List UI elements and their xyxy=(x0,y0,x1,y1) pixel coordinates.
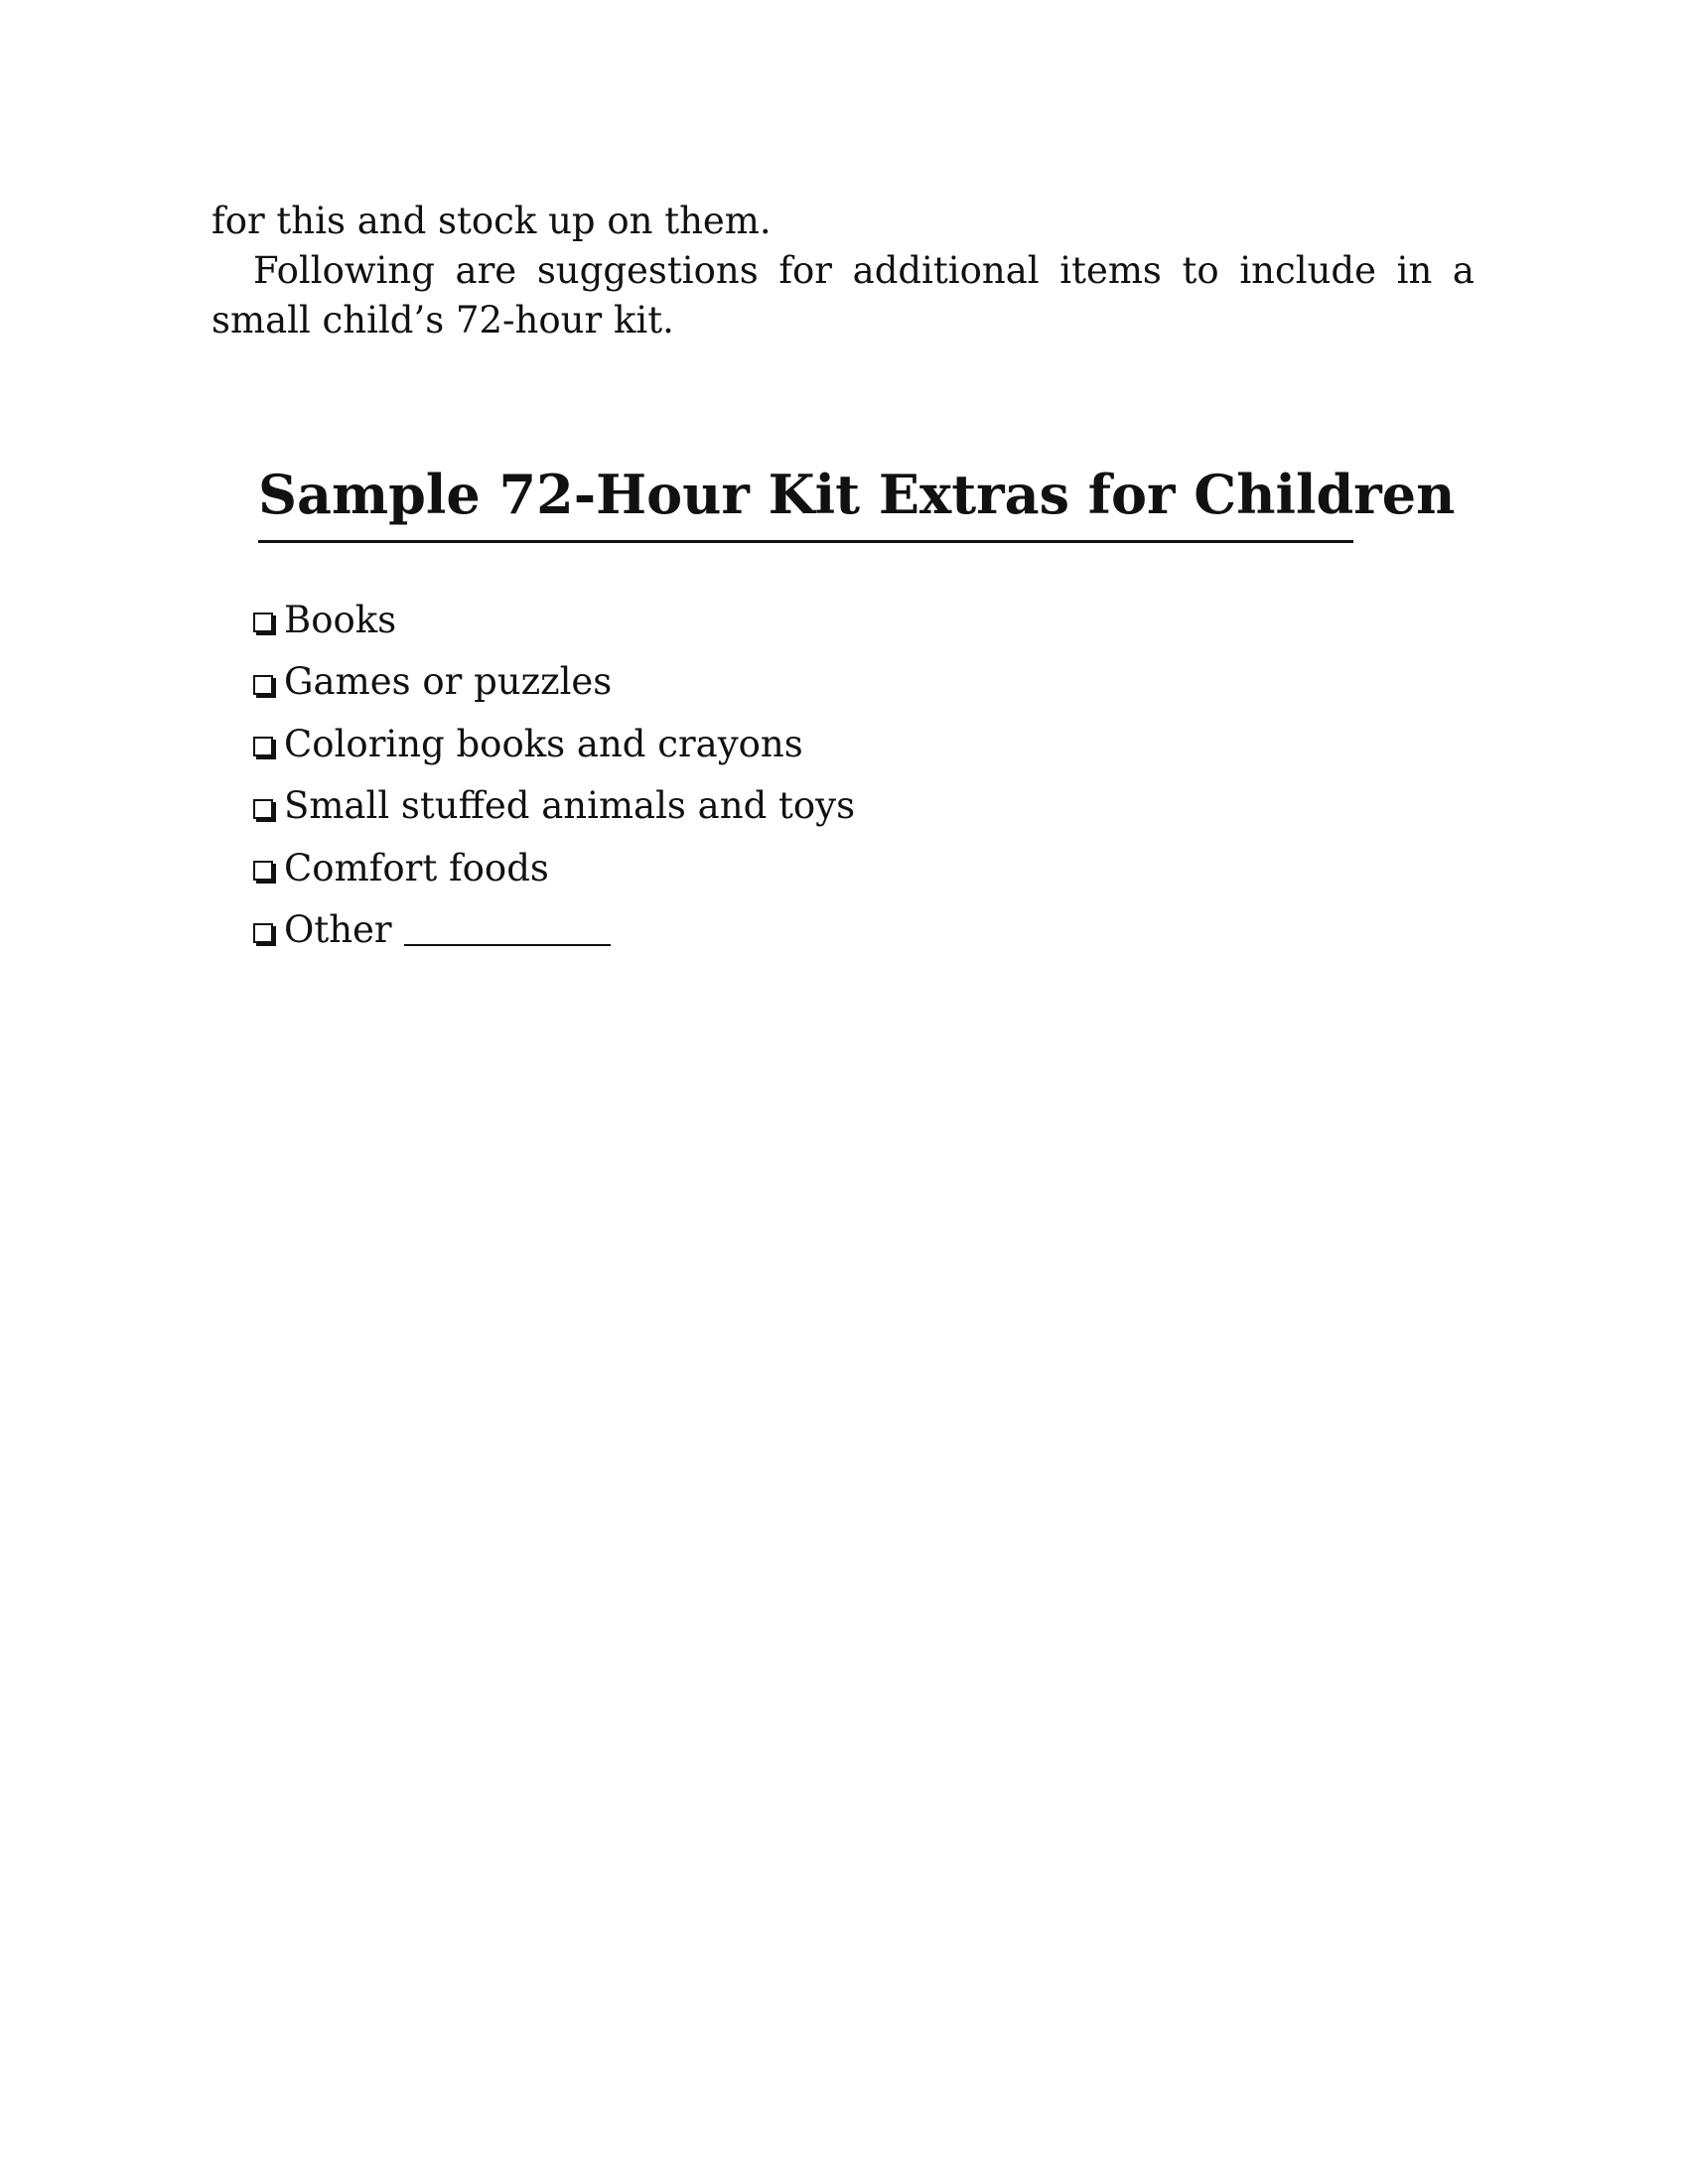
section-title: Sample 72-Hour Kit Extras for Children xyxy=(258,463,1456,526)
checklist-item xyxy=(253,589,855,651)
checkbox-icon[interactable] xyxy=(253,799,273,819)
checkbox-icon[interactable] xyxy=(253,613,273,632)
other-write-in-blank[interactable] xyxy=(404,914,611,946)
checklist-item xyxy=(253,651,855,714)
checklist-item xyxy=(253,775,855,838)
checklist-item-label: Small stuffed animals and toys xyxy=(284,784,856,828)
body-paragraph: Following are suggestions for additional items to include in a small child’s 72-hour kit. xyxy=(211,249,1475,341)
checkbox-icon[interactable] xyxy=(253,861,273,881)
checklist xyxy=(253,589,855,961)
checklist-item-label: Other xyxy=(284,908,392,952)
checklist-item-other xyxy=(253,899,855,962)
checkbox-icon[interactable] xyxy=(253,737,273,756)
checklist-item-label: Coloring books and crayons xyxy=(284,722,803,765)
checklist-item xyxy=(253,713,855,775)
checklist-item-label: Comfort foods xyxy=(284,846,549,889)
checklist-item-label: Books xyxy=(284,598,397,641)
section-heading-block xyxy=(258,459,1456,543)
body-text-continuation: for this and stock up on them. xyxy=(211,200,772,242)
checklist-item-label: Games or puzzles xyxy=(284,660,613,704)
checkbox-icon[interactable] xyxy=(253,675,273,695)
checkbox-icon[interactable] xyxy=(253,923,273,943)
checklist-item xyxy=(253,837,855,899)
